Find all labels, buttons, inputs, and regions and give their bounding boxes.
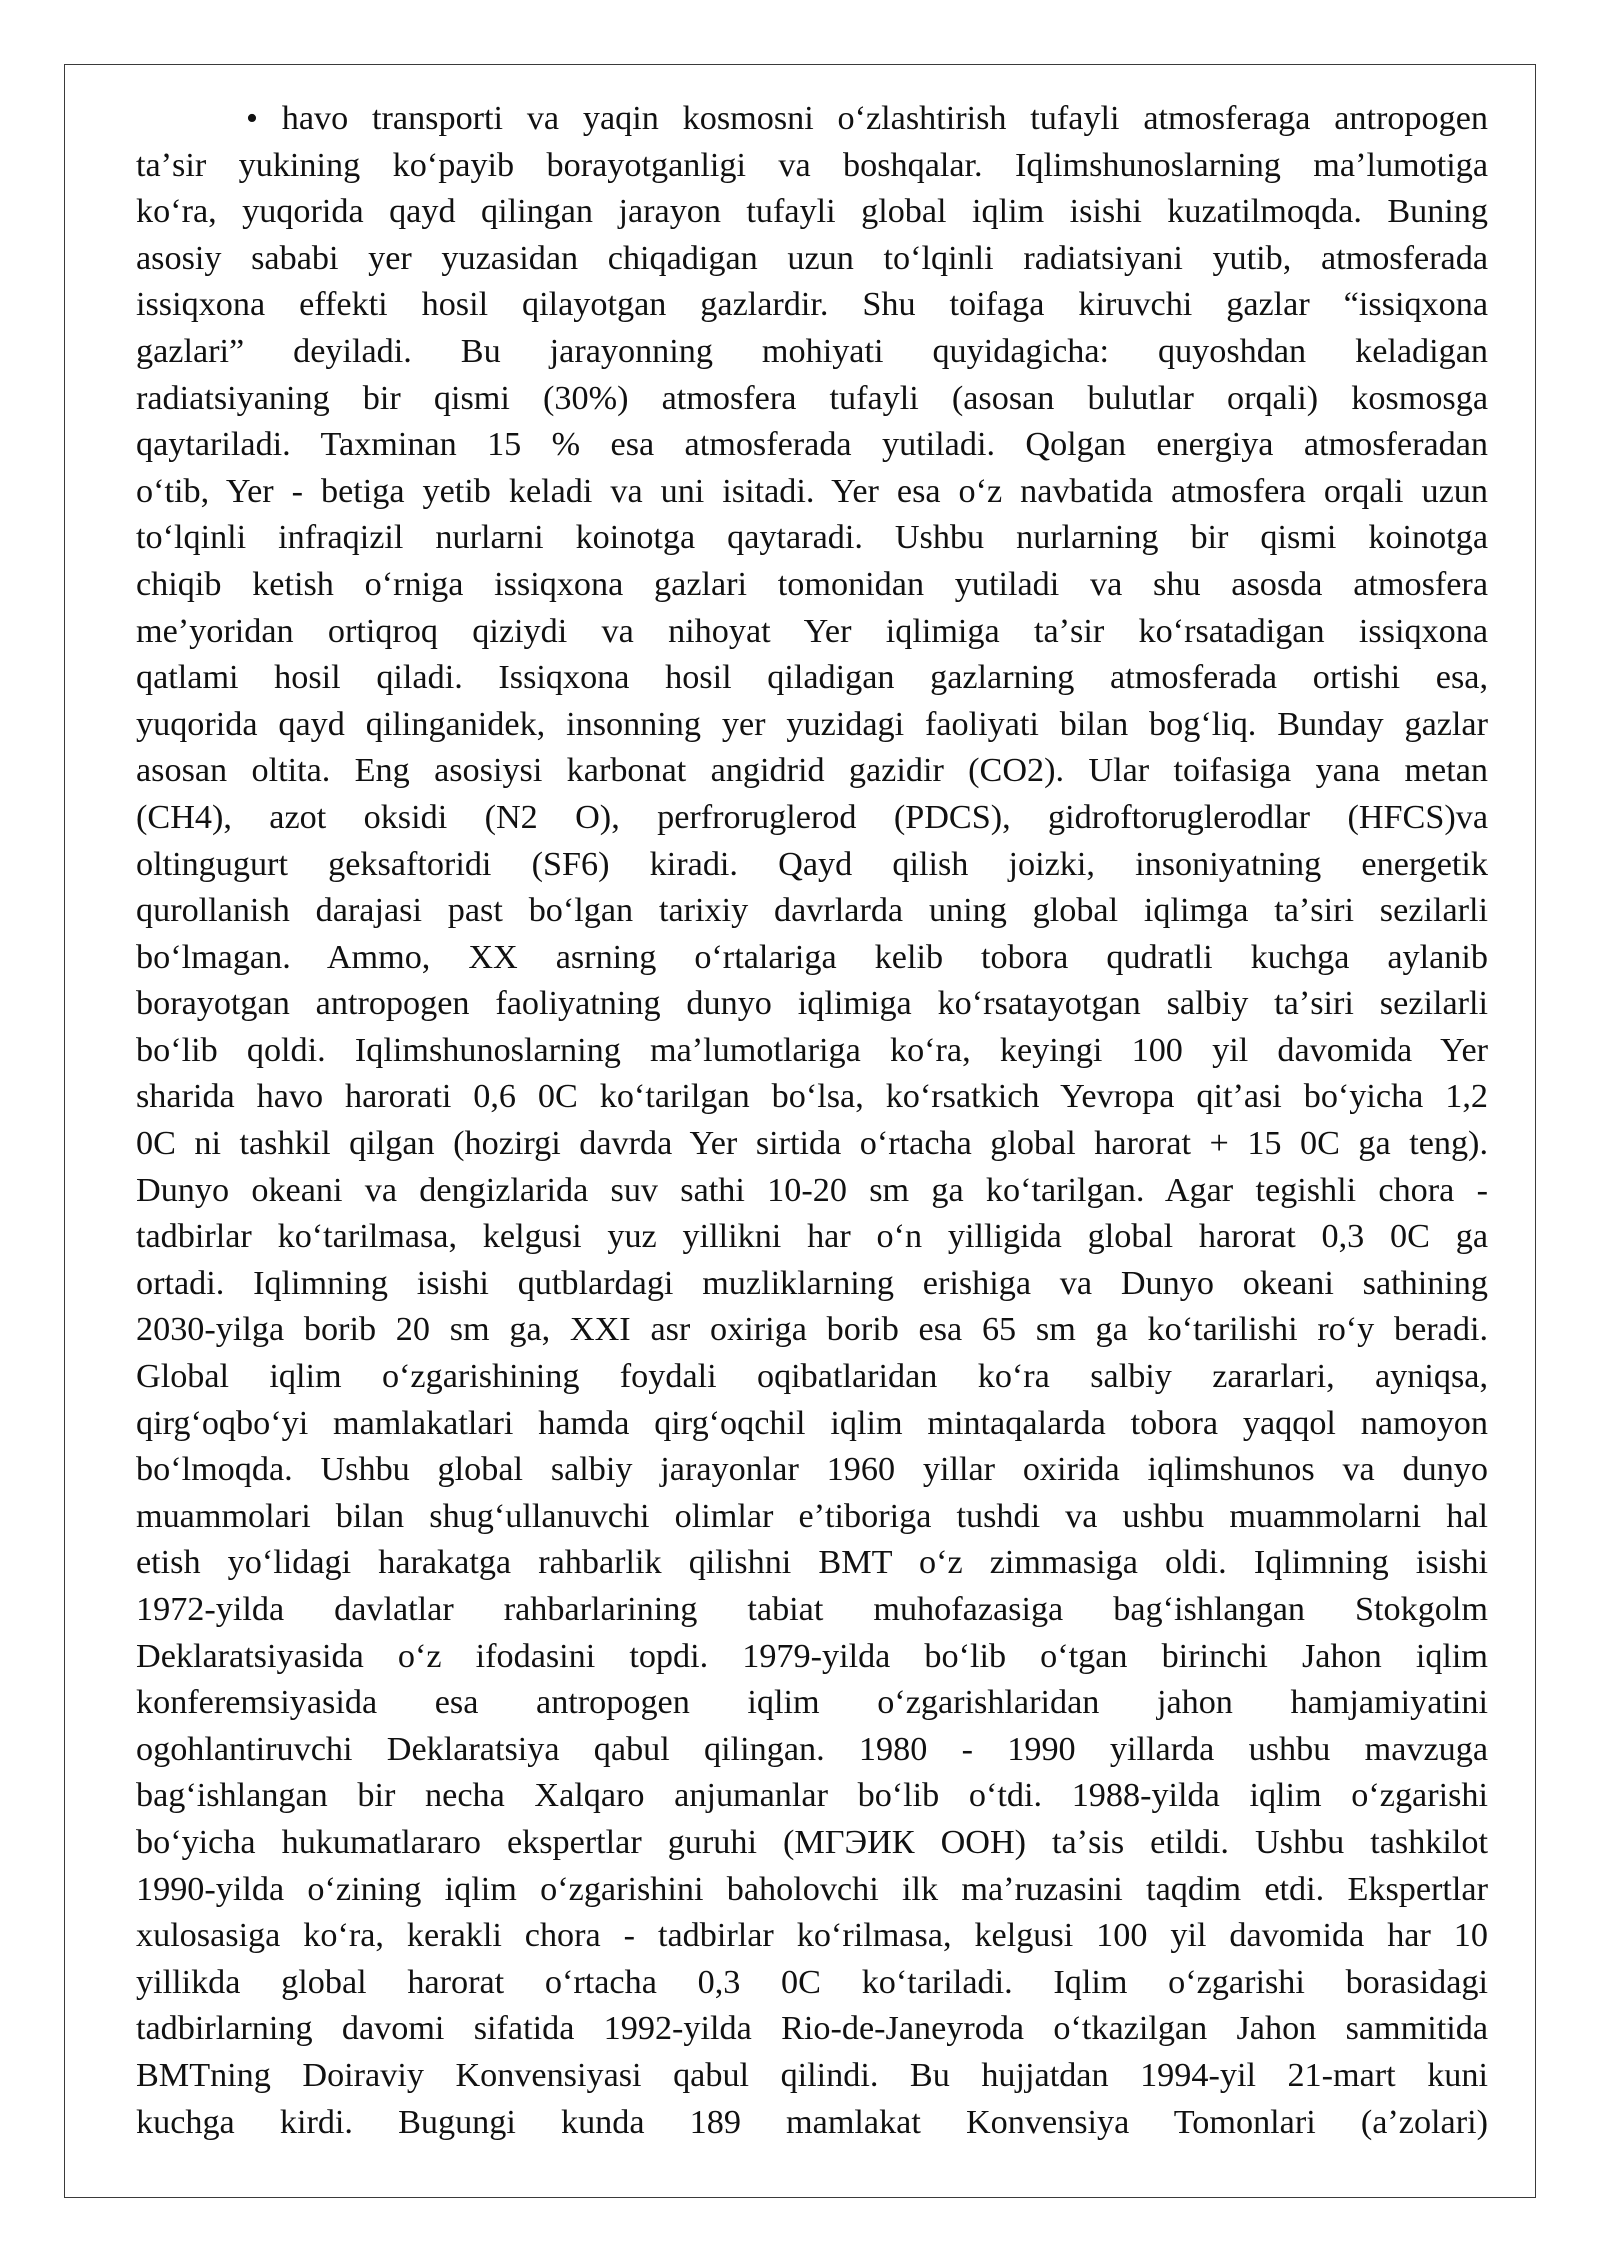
- text-line: • havo transporti va yaqin kosmosni oʻzlashtirish tufayli atmosferaga antropogen: [246, 100, 1488, 137]
- text-line: qaytariladi. Taxminan 15 % esa atmosferada yutiladi. Qolgan energiya atmosferadan: [136, 426, 1488, 464]
- text-line: boʻlib qoldi. Iqlimshunoslarning maʼlumotlariga koʻra, keyingi 100 yil davomida Yer: [136, 1031, 1488, 1069]
- text-line: koʻra, yuqorida qayd qilingan jarayon tufayli global iqlim isishi kuzatilmoqda. Buning: [136, 193, 1488, 231]
- text-line: Deklaratsiyasida oʻz ifodasini topdi. 1979-yilda boʻlib oʻtgan birinchi Jahon iqlim: [136, 1637, 1488, 1675]
- text-line: ortadi. Iqlimning isishi qutblardagi muzliklarning erishiga va Dunyo okeani sathining: [136, 1264, 1488, 1302]
- text-line: qatlami hosil qiladi. Issiqxona hosil qiladigan gazlarning atmosferada ortishi esa,: [136, 659, 1488, 697]
- text-line: oʻtib, Yer - betiga yetib keladi va uni isitadi. Yer esa oʻz navbatida atmosfera orqali uzun: [136, 472, 1488, 510]
- text-line: boʻlmoqda. Ushbu global salbiy jarayonlar 1960 yillar oxirida iqlimshunos va dunyo: [136, 1451, 1488, 1489]
- text-line: qurollanish darajasi past boʻlgan tarixiy davrlarda uning global iqlimga taʼsiri sezilarli: [136, 892, 1488, 930]
- text-line: toʻlqinli infraqizil nurlarni koinotga qaytaradi. Ushbu nurlarning bir qismi koinotga: [136, 519, 1488, 557]
- text-line: 1990-yilda oʻzining iqlim oʻzgarishini baholovchi ilk maʼruzasini taqdim etdi. Ekspertlar: [136, 1870, 1488, 1908]
- text-line: gazlari” deyiladi. Bu jarayonning mohiyati quyidagicha: quyoshdan keladigan: [136, 332, 1488, 370]
- text-line: sharida havo harorati 0,6 0C koʻtarilgan boʻlsa, koʻrsatkich Yevropa qitʼasi boʻyicha 1,2: [136, 1078, 1488, 1116]
- text-line: qirgʻoqboʻyi mamlakatlari hamda qirgʻoqchil iqlim mintaqalarda tobora yaqqol namoyon: [136, 1404, 1488, 1442]
- text-line: meʼyoridan ortiqroq qiziydi va nihoyat Yer iqlimiga taʼsir koʻrsatadigan issiqxona: [136, 612, 1488, 650]
- text-line: BMTning Doiraviy Konvensiyasi qabul qilindi. Bu hujjatdan 1994-yil 21-mart kuni: [136, 2056, 1488, 2094]
- text-line: Dunyo okeani va dengizlarida suv sathi 10-20 sm ga koʻtarilgan. Agar tegishli chora -: [136, 1171, 1488, 1209]
- text-line: yuqorida qayd qilinganidek, insonning yer yuzidagi faoliyati bilan bogʻliq. Bunday gazlar: [136, 705, 1488, 743]
- text-line: 0C ni tashkil qilgan (hozirgi davrda Yer sirtida oʻrtacha global harorat + 15 0C ga teng).: [136, 1125, 1488, 1163]
- text-line: kuchga kirdi. Bugungi kunda 189 mamlakat Konvensiya Tomonlari (aʼzolari): [136, 2103, 1488, 2141]
- text-line: yillikda global harorat oʻrtacha 0,3 0C koʻtariladi. Iqlim oʻzgarishi borasidagi: [136, 1963, 1488, 2001]
- text-line: bagʻishlangan bir necha Xalqaro anjumanlar boʻlib oʻtdi. 1988-yilda iqlim oʻzgarishi: [136, 1777, 1488, 1815]
- text-line: taʼsir yukining koʻpayib borayotganligi va boshqalar. Iqlimshunoslarning maʼlumotiga: [136, 146, 1488, 184]
- text-line: ogohlantiruvchi Deklaratsiya qabul qilingan. 1980 - 1990 yillarda ushbu mavzuga: [136, 1730, 1488, 1768]
- text-line: oltingugurt geksaftoridi (SF6) kiradi. Qayd qilish joizki, insoniyatning energetik: [136, 845, 1488, 883]
- text-line: 2030-yilga borib 20 sm ga, XXI asr oxiriga borib esa 65 sm ga koʻtarilishi roʻy beradi.: [136, 1311, 1488, 1349]
- text-line: xulosasiga koʻra, kerakli chora - tadbirlar koʻrilmasa, kelgusi 100 yil davomida har 10: [136, 1917, 1488, 1955]
- text-line: tadbirlar koʻtarilmasa, kelgusi yuz yillikni har oʻn yilligida global harorat 0,3 0C ga: [136, 1218, 1488, 1256]
- text-line: tadbirlarning davomi sifatida 1992-yilda Rio-de-Janeyroda oʻtkazilgan Jahon sammitida: [136, 2010, 1488, 2048]
- text-line: etish yoʻlidagi harakatga rahbarlik qilishni BMT oʻz zimmasiga oldi. Iqlimning isishi: [136, 1544, 1488, 1582]
- text-line: asosiy sababi yer yuzasidan chiqadigan uzun toʻlqinli radiatsiyani yutib, atmosferada: [136, 239, 1488, 277]
- text-line: boʻyicha hukumatlararo ekspertlar guruhi (МГЭИК ООН) taʼsis etildi. Ushbu tashkilot: [136, 1823, 1488, 1861]
- text-line: (CH4), azot oksidi (N2 O), perfroruglerod (PDCS), gidroftoruglerodlar (HFCS)va: [136, 798, 1488, 836]
- text-line: muammolari bilan shugʻullanuvchi olimlar eʼtiboriga tushdi va ushbu muammolarni hal: [136, 1497, 1488, 1535]
- text-line: asosan oltita. Eng asosiysi karbonat angidrid gazidir (CO2). Ular toifasiga yana metan: [136, 752, 1488, 790]
- text-line: chiqib ketish oʻrniga issiqxona gazlari tomonidan yutiladi va shu asosda atmosfera: [136, 565, 1488, 603]
- document-body: [136, 96, 1488, 2146]
- text-line: boʻlmagan. Ammo, XX asrning oʻrtalariga kelib tobora qudratli kuchga aylanib: [136, 938, 1488, 976]
- text-line: borayotgan antropogen faoliyatning dunyo iqlimiga koʻrsatayotgan salbiy taʼsiri sezilarli: [136, 985, 1488, 1023]
- text-line: radiatsiyaning bir qismi (30%) atmosfera tufayli (asosan bulutlar orqali) kosmosga: [136, 379, 1488, 417]
- text-line: Global iqlim oʻzgarishining foydali oqibatlaridan koʻra salbiy zararlari, ayniqsa,: [136, 1358, 1488, 1396]
- text-line: 1972-yilda davlatlar rahbarlarining tabiat muhofazasiga bagʻishlangan Stokgolm: [136, 1591, 1488, 1628]
- text-line: konferemsiyasida esa antropogen iqlim oʻzgarishlaridan jahon hamjamiyatini: [136, 1684, 1488, 1722]
- text-line: issiqxona effekti hosil qilayotgan gazlardir. Shu toifaga kiruvchi gazlar “issiqxona: [136, 286, 1488, 324]
